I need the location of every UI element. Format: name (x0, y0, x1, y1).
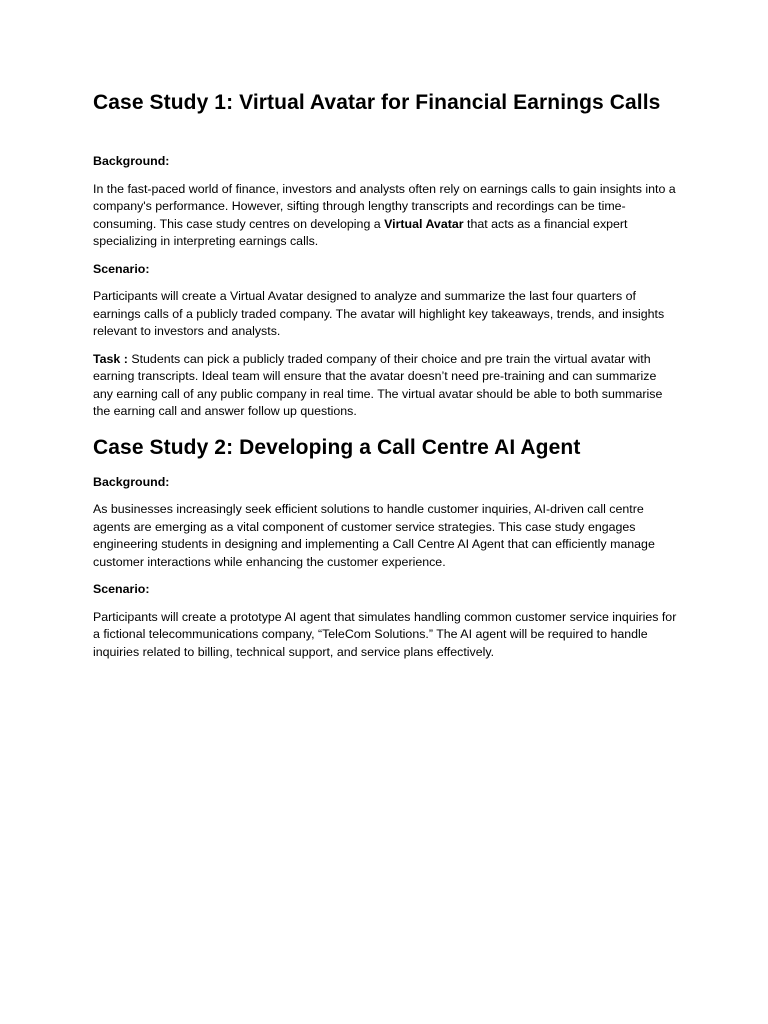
background-text-part-2: that acts as a financial expert specializing in interpreting earnings calls. (93, 216, 628, 248)
case-study-1-scenario-paragraph: Participants will create a Virtual Avatar designed to analyze and summarize the last four quarters of earnings calls of a publicly traded company. The avatar will highlight key takeaways, trends, and insights relevant to investors and analysts. (93, 289, 665, 338)
case-study-1-background-label: Background: (93, 154, 170, 168)
task-text: Students can pick a publicly traded company of their choice and pre train the virtual avatar with earning transcripts. Ideal team will ensure that the avatar doesn’t need pre-training and can summarize any earning call of any public company in real time. The virtual avatar should be able to both summarise the earning call and answer follow up questions. (93, 351, 663, 418)
spacer (93, 278, 678, 288)
case-study-2-background-label: Background: (93, 474, 170, 489)
spacer (93, 599, 678, 609)
case-study-2-scenario-paragraph: Participants will create a prototype AI agent that simulates handling common customer service inquiries for a fictional telecommunications company, “TeleCom Solutions.” The AI agent will be required to handle inquiries related to billing, technical support, and service plans effectively. (93, 609, 677, 659)
case-study-1-title: Case Study 1: Virtual Avatar for Financial Earnings Calls (93, 91, 661, 114)
spacer (93, 571, 678, 581)
case-study-2-title: Case Study 2: Developing a Call Centre AI Agent (93, 435, 581, 459)
case-study-2-scenario-label: Scenario: (93, 582, 150, 596)
task-label: Task : (93, 351, 128, 366)
spacer (93, 251, 678, 261)
spacer (93, 491, 678, 501)
case-study-1-background-paragraph (93, 181, 678, 251)
case-study-1-scenario-label: Scenario: (93, 261, 150, 276)
spacer (93, 341, 678, 351)
case-study-1-task-paragraph (93, 351, 678, 421)
virtual-avatar-emphasis: Virtual Avatar (384, 216, 464, 231)
document-page (93, 86, 678, 661)
spacer (93, 171, 678, 181)
spacer (93, 119, 678, 153)
case-study-2-background-paragraph: As businesses increasingly seek efficient solutions to handle customer inquiries, AI-driven call centre agents are emerging as a vital component of customer service strategies. This case study engages engineering students in designing and implementing a Call Centre AI Agent that can efficiently manage customer interactions while enhancing the customer experience. (93, 502, 655, 569)
background-text-part-1: In the fast-paced world of finance, investors and analysts often rely on earnings calls to gain insights into a company's performance. However, sifting through lengthy transcripts and recordings can be time-consuming. This case study centres on developing a (93, 181, 676, 231)
